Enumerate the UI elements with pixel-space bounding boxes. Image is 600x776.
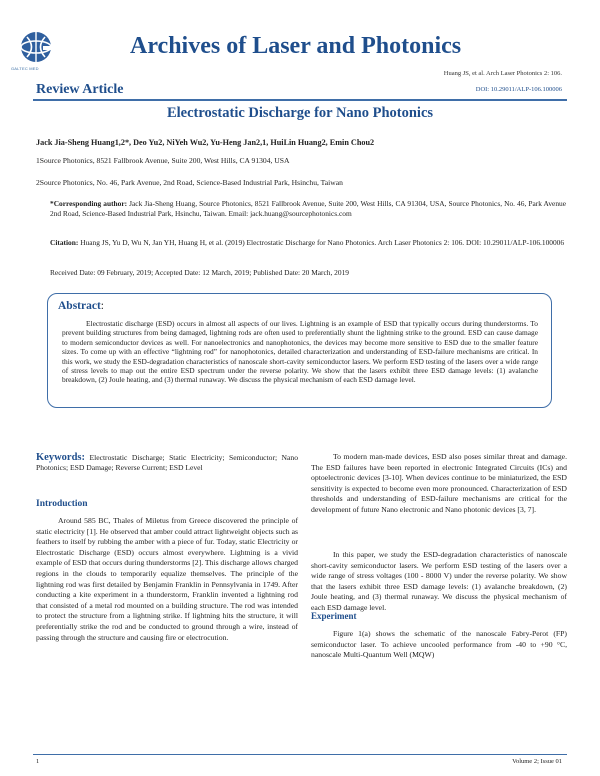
header-divider bbox=[33, 99, 567, 101]
running-citation: Huang JS, et al. Arch Laser Photonics 2: 106. bbox=[443, 70, 562, 77]
article-dates: Received Date: 09 February, 2019; Accepted Date: 12 March, 2019; Published Date: 20 March, 2019 bbox=[50, 268, 349, 277]
logo-caption: GALTEC MED bbox=[11, 66, 39, 71]
introduction-paragraph: Around 585 BC, Thales of Miletus from Greece discovered the principle of static electricity [1]. He observed that amber could attract lightweight objects such as feathers to itself by rubbing the amber with a piece of fur. Today, static Electricity or Electrostatic Discharge (ESD) occurs almost everywhere. Lightning is a vivid example of ESD that occurs during thunderstorms [2]. This discharge allows charged regions in the clouds to temporarily equalize themselves. The principle of the lightning rod was first detailed by Benjamin Franklin in Pennsylvania in 1749. After conducting a kite experiment in a thunderstorm, Franklin invented a lightning rod that consisted of a metal rod mounted on a building structure. The rod was intended to protect the structure from a lightning strike. If lightning hits the structure, it will preferentially strike the rod and be conducted to ground through a wire, instead of passing through the structure and causing fire or electrocution. bbox=[36, 516, 298, 642]
abstract-heading: Abstract: bbox=[58, 300, 104, 312]
article-title: Electrostatic Discharge for Nano Photonics bbox=[166, 105, 434, 121]
introduction-heading: Introduction bbox=[36, 499, 88, 509]
page-number: 1 bbox=[36, 758, 40, 765]
journal-logo bbox=[16, 28, 56, 66]
globe-logo-icon bbox=[16, 28, 56, 66]
volume-issue: Volume 2; Issue 01 bbox=[512, 758, 562, 765]
article-type: Review Article bbox=[36, 82, 124, 97]
right-paragraph-2: In this paper, we study the ESD-degradation characteristics of nanoscale short-cavity semiconductor lasers. We perform ESD testing of the lasers over a wide range of stress voltages (100 - 8000 V) under the reverse polarity. We show that the lasers exhibit three ESD damage levels: (1) avalanche breakdown, (2) Joule heating, and (3) thermal runaway. We discuss the physical mechanism of each ESD damage level. bbox=[311, 550, 567, 612]
corresponding-label: *Corresponding author: bbox=[50, 199, 128, 208]
citation-text: Huang JS, Yu D, Wu N, Jan YH, Huang H, et al. (2019) Electrostatic Discharge for Nano Photonics. Arch Laser Photonics 2: 106. DOI: 10.29011/ALP-106.100006 bbox=[78, 238, 565, 247]
affiliation-1: 1Source Photonics, 8521 Fallbrook Avenue, Suite 200, West Hills, CA 91304, USA bbox=[36, 156, 290, 165]
keywords bbox=[36, 453, 298, 472]
citation bbox=[50, 238, 566, 248]
journal-title: Archives of Laser and Photonics bbox=[130, 33, 462, 59]
author-list: Jack Jia-Sheng Huang1,2*, Deo Yu2, NiYeh Wu2, Yu-Heng Jan2,1, HuiLin Huang2, Emin Chou2 bbox=[36, 138, 375, 147]
affiliation-2: 2Source Photonics, No. 46, Park Avenue, 2nd Road, Science-Based Industrial Park, Hsinchu, Taiwan bbox=[36, 178, 343, 187]
doi-link[interactable]: DOI: 10.29011/ALP-106.100006 bbox=[475, 86, 562, 93]
keywords-text: Electrostatic Discharge; Static Electricity; Semiconductor; Nano Photonics; ESD Damage; Reverse Current; ESD Level bbox=[36, 453, 298, 472]
experiment-paragraph: Figure 1(a) shows the schematic of the nanoscale Fabry-Perot (FP) semiconductor laser. To achieve uncooled performance from -40 to +90 °C, nanoscale Multi-Quantum Well (MQW) bbox=[311, 629, 567, 660]
corresponding-author bbox=[50, 199, 566, 219]
citation-label: Citation: bbox=[50, 238, 79, 247]
keywords-label: Keywords: bbox=[36, 452, 85, 463]
right-paragraph-1: To modern man-made devices, ESD also poses similar threat and damage. The ESD failures have been reported in electronic Integrated Circuits (ICs) and optoelectronic devices [3-10]. When devices continue to be miniaturized, the ESD sensitivity is expected to become even more pronounced. Characterization of ESD thresholds and understanding of ESD-failure mechanisms are critical for the development of future Nano electronic and Nano photonic devices [3, 7]. bbox=[311, 452, 567, 514]
abstract-text: Electrostatic discharge (ESD) occurs in almost all aspects of our lives. Lightning is an example of ESD that typically occurs during thunderstorms. To prevent building structures from being damaged, lightning rods are often used to preferentially shunt the lightning strike to the ground. ESD can cause damage to modern semiconductor devices as well. For nanoelectronics and nanophotonics, the devices may become more sensitive to ESD due to the smaller feature sizes. To come up with an effective “lightning rod” for nanophotonics, detailed characterization and understanding of ESD-failure mechanisms are critical. In this work, we study the ESD-degradation characteristics of nanoscale short-cavity semiconductor lasers. We perform ESD testing of the lasers over a wide range of stress levels to map out the entire ESD spectrum under the reverse polarity. We show that the lasers exhibit three ESD damage levels: (1) avalanche breakdown, (2) Joule heating, and (3) thermal runaway. We discuss the physical mechanism of each ESD damage level. bbox=[62, 319, 538, 385]
footer-divider bbox=[33, 754, 567, 755]
corresponding-text: Jack Jia-Sheng Huang, Source Photonics, 8521 Fallbrook Avenue, Suite 200, West Hills, CA 91304, USA, Source Photonics, No. 46, Park Avenue 2nd Road, Science-Based Industrial Park, Hsinchu, Taiwan. Email: jack.huang@sourcephotonics.com bbox=[50, 199, 566, 218]
experiment-heading: Experiment bbox=[311, 611, 357, 621]
